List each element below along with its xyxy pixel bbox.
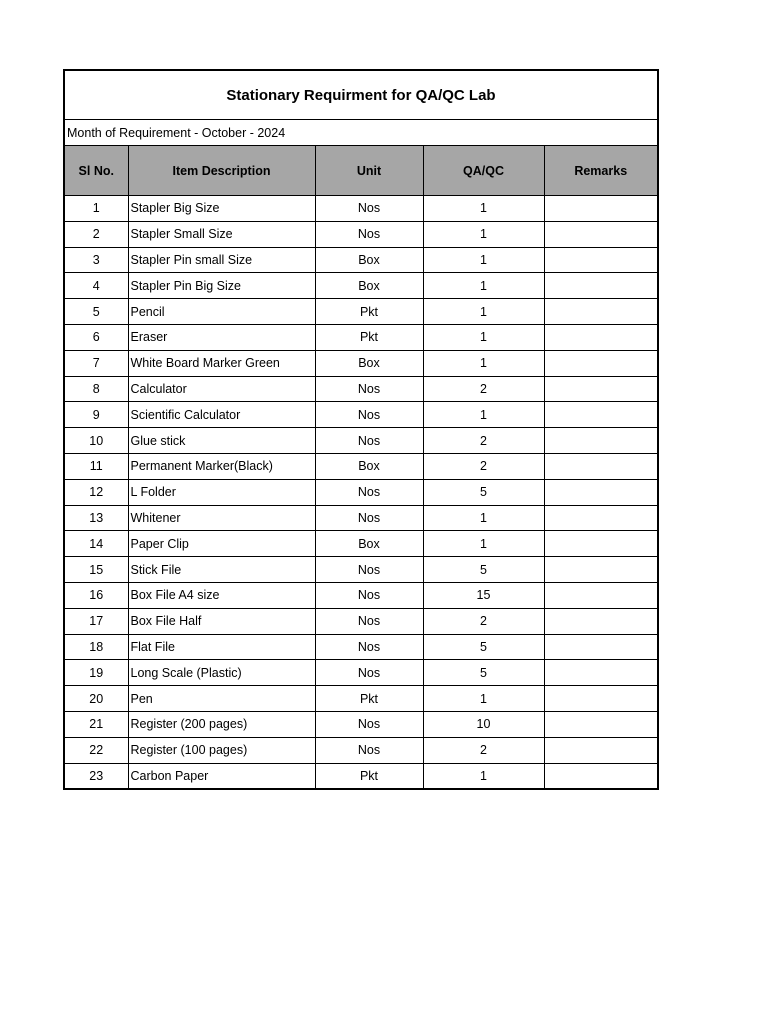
cell-item-description: Pencil <box>128 299 315 325</box>
table-row <box>65 582 657 608</box>
cell-qaqc: 15 <box>423 582 544 608</box>
cell-sl-no: 16 <box>65 582 128 608</box>
cell-qaqc: 2 <box>423 376 544 402</box>
cell-item-description: Stapler Pin small Size <box>128 247 315 273</box>
sheet-title: Stationary Requirment for QA/QC Lab <box>65 71 657 120</box>
table-row <box>65 505 657 531</box>
cell-sl-no: 23 <box>65 763 128 788</box>
cell-remarks <box>544 221 657 247</box>
cell-remarks <box>544 428 657 454</box>
cell-qaqc: 1 <box>423 402 544 428</box>
cell-item-description: Eraser <box>128 324 315 350</box>
cell-item-description: Carbon Paper <box>128 763 315 788</box>
header-item-description: Item Description <box>128 146 315 196</box>
cell-sl-no: 19 <box>65 660 128 686</box>
table-row <box>65 634 657 660</box>
cell-unit: Box <box>315 247 423 273</box>
cell-unit: Nos <box>315 582 423 608</box>
table-row <box>65 324 657 350</box>
cell-remarks <box>544 531 657 557</box>
table-row <box>65 273 657 299</box>
cell-unit: Box <box>315 350 423 376</box>
cell-sl-no: 8 <box>65 376 128 402</box>
cell-item-description: Whitener <box>128 505 315 531</box>
table-row <box>65 376 657 402</box>
table-row <box>65 247 657 273</box>
cell-unit: Box <box>315 531 423 557</box>
cell-qaqc: 1 <box>423 686 544 712</box>
cell-qaqc: 1 <box>423 763 544 788</box>
cell-item-description: Pen <box>128 686 315 712</box>
cell-unit: Nos <box>315 196 423 222</box>
cell-unit: Nos <box>315 221 423 247</box>
cell-item-description: Paper Clip <box>128 531 315 557</box>
table-row <box>65 557 657 583</box>
cell-sl-no: 20 <box>65 686 128 712</box>
cell-qaqc: 1 <box>423 247 544 273</box>
cell-remarks <box>544 324 657 350</box>
cell-remarks <box>544 582 657 608</box>
cell-unit: Nos <box>315 557 423 583</box>
stationary-table <box>65 146 657 788</box>
cell-qaqc: 5 <box>423 557 544 583</box>
cell-item-description: Register (100 pages) <box>128 737 315 763</box>
cell-unit: Nos <box>315 737 423 763</box>
cell-qaqc: 1 <box>423 299 544 325</box>
cell-qaqc: 2 <box>423 453 544 479</box>
header-sl-no: Sl No. <box>65 146 128 196</box>
cell-remarks <box>544 350 657 376</box>
cell-remarks <box>544 479 657 505</box>
cell-sl-no: 4 <box>65 273 128 299</box>
month-of-requirement: Month of Requirement - October - 2024 <box>65 120 657 146</box>
cell-qaqc: 1 <box>423 324 544 350</box>
cell-remarks <box>544 247 657 273</box>
cell-unit: Nos <box>315 376 423 402</box>
cell-item-description: Stick File <box>128 557 315 583</box>
cell-unit: Nos <box>315 608 423 634</box>
cell-remarks <box>544 402 657 428</box>
cell-qaqc: 1 <box>423 531 544 557</box>
cell-sl-no: 3 <box>65 247 128 273</box>
cell-qaqc: 2 <box>423 737 544 763</box>
table-row <box>65 350 657 376</box>
cell-qaqc: 2 <box>423 428 544 454</box>
header-qaqc: QA/QC <box>423 146 544 196</box>
cell-item-description: Stapler Pin Big Size <box>128 273 315 299</box>
table-row <box>65 531 657 557</box>
cell-remarks <box>544 711 657 737</box>
cell-item-description: Stapler Small Size <box>128 221 315 247</box>
cell-item-description: Stapler Big Size <box>128 196 315 222</box>
cell-unit: Nos <box>315 634 423 660</box>
header-remarks: Remarks <box>544 146 657 196</box>
cell-sl-no: 10 <box>65 428 128 454</box>
cell-remarks <box>544 376 657 402</box>
cell-qaqc: 10 <box>423 711 544 737</box>
cell-sl-no: 17 <box>65 608 128 634</box>
cell-item-description: Permanent Marker(Black) <box>128 453 315 479</box>
table-row <box>65 453 657 479</box>
table-row <box>65 711 657 737</box>
table-row <box>65 479 657 505</box>
cell-unit: Nos <box>315 479 423 505</box>
table-row <box>65 763 657 788</box>
cell-remarks <box>544 737 657 763</box>
cell-sl-no: 11 <box>65 453 128 479</box>
cell-item-description: Flat File <box>128 634 315 660</box>
cell-item-description: Box File A4 size <box>128 582 315 608</box>
table-body <box>65 196 657 789</box>
cell-sl-no: 15 <box>65 557 128 583</box>
cell-remarks <box>544 686 657 712</box>
cell-item-description: Long Scale (Plastic) <box>128 660 315 686</box>
cell-qaqc: 1 <box>423 221 544 247</box>
cell-qaqc: 5 <box>423 660 544 686</box>
cell-unit: Pkt <box>315 299 423 325</box>
cell-sl-no: 13 <box>65 505 128 531</box>
cell-sl-no: 7 <box>65 350 128 376</box>
cell-unit: Nos <box>315 402 423 428</box>
cell-sl-no: 9 <box>65 402 128 428</box>
cell-qaqc: 1 <box>423 350 544 376</box>
cell-item-description: White Board Marker Green <box>128 350 315 376</box>
cell-remarks <box>544 634 657 660</box>
cell-sl-no: 12 <box>65 479 128 505</box>
cell-unit: Pkt <box>315 324 423 350</box>
cell-item-description: Register (200 pages) <box>128 711 315 737</box>
cell-item-description: Box File Half <box>128 608 315 634</box>
cell-remarks <box>544 505 657 531</box>
table-row <box>65 221 657 247</box>
table-row <box>65 299 657 325</box>
table-row <box>65 428 657 454</box>
cell-qaqc: 5 <box>423 634 544 660</box>
table-row <box>65 660 657 686</box>
cell-sl-no: 6 <box>65 324 128 350</box>
cell-item-description: Glue stick <box>128 428 315 454</box>
cell-qaqc: 1 <box>423 505 544 531</box>
cell-item-description: L Folder <box>128 479 315 505</box>
cell-sl-no: 1 <box>65 196 128 222</box>
cell-remarks <box>544 196 657 222</box>
table-row <box>65 737 657 763</box>
cell-unit: Nos <box>315 428 423 454</box>
cell-remarks <box>544 453 657 479</box>
cell-unit: Pkt <box>315 686 423 712</box>
table-row <box>65 686 657 712</box>
cell-unit: Box <box>315 453 423 479</box>
table-header <box>65 146 657 196</box>
cell-remarks <box>544 763 657 788</box>
cell-item-description: Scientific Calculator <box>128 402 315 428</box>
cell-sl-no: 22 <box>65 737 128 763</box>
cell-remarks <box>544 273 657 299</box>
cell-unit: Pkt <box>315 763 423 788</box>
table-row <box>65 402 657 428</box>
cell-qaqc: 5 <box>423 479 544 505</box>
cell-sl-no: 14 <box>65 531 128 557</box>
cell-sl-no: 2 <box>65 221 128 247</box>
cell-item-description: Calculator <box>128 376 315 402</box>
cell-remarks <box>544 557 657 583</box>
cell-qaqc: 1 <box>423 273 544 299</box>
cell-unit: Nos <box>315 505 423 531</box>
cell-remarks <box>544 660 657 686</box>
cell-unit: Box <box>315 273 423 299</box>
cell-sl-no: 18 <box>65 634 128 660</box>
table-row <box>65 608 657 634</box>
cell-unit: Nos <box>315 660 423 686</box>
requirement-sheet <box>63 69 659 790</box>
cell-sl-no: 21 <box>65 711 128 737</box>
table-row <box>65 196 657 222</box>
cell-remarks <box>544 299 657 325</box>
cell-remarks <box>544 608 657 634</box>
cell-qaqc: 1 <box>423 196 544 222</box>
header-unit: Unit <box>315 146 423 196</box>
cell-sl-no: 5 <box>65 299 128 325</box>
cell-unit: Nos <box>315 711 423 737</box>
cell-qaqc: 2 <box>423 608 544 634</box>
header-row <box>65 146 657 196</box>
